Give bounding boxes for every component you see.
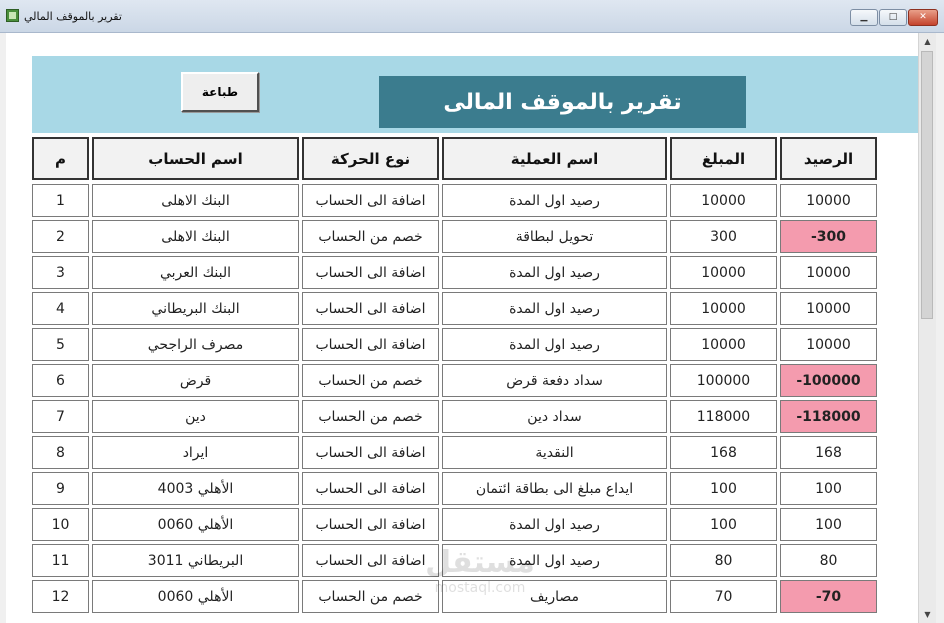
print-button[interactable]: طباعة [181, 72, 259, 112]
table-cell-amount: 300 [670, 220, 777, 253]
table-cell-amount: 10000 [670, 328, 777, 361]
table-cell-balance: 100 [780, 508, 877, 541]
table-cell-operation-name: رصيد اول المدة [442, 508, 667, 541]
window-controls [850, 9, 938, 26]
table-cell-operation-name: رصيد اول المدة [442, 292, 667, 325]
table-cell-number: 1 [32, 184, 89, 217]
vertical-scrollbar[interactable] [918, 33, 936, 623]
table-cell-amount: 168 [670, 436, 777, 469]
title-bar [0, 0, 944, 33]
table-cell-operation-name: سداد دفعة قرض [442, 364, 667, 397]
table-cell-operation-name: رصيد اول المدة [442, 256, 667, 289]
table-cell-movement-type: اضافة الى الحساب [302, 436, 439, 469]
table-cell-balance: 10000 [780, 184, 877, 217]
table-cell-balance: 10000 [780, 328, 877, 361]
table-cell-number: 2 [32, 220, 89, 253]
table-cell-operation-name: النقدية [442, 436, 667, 469]
table-cell-amount: 10000 [670, 184, 777, 217]
table-cell-balance: -118000 [780, 400, 877, 433]
table-cell-balance: 168 [780, 436, 877, 469]
header-col-operation-name: اسم العملية [442, 137, 667, 180]
header-col-account-name: اسم الحساب [92, 137, 299, 180]
table-cell-number: 8 [32, 436, 89, 469]
table-cell-amount: 100 [670, 508, 777, 541]
table-cell-amount: 118000 [670, 400, 777, 433]
table-cell-account-name: الأهلي 0060 [92, 580, 299, 613]
minimize-button[interactable] [850, 9, 878, 26]
table-cell-movement-type: اضافة الى الحساب [302, 292, 439, 325]
table-cell-operation-name: تحويل لبطاقة [442, 220, 667, 253]
table-cell-number: 11 [32, 544, 89, 577]
table-cell-amount: 80 [670, 544, 777, 577]
table-cell-number: 12 [32, 580, 89, 613]
table-cell-amount: 10000 [670, 292, 777, 325]
table-cell-operation-name: ايداع مبلغ الى بطاقة ائتمان [442, 472, 667, 505]
scroll-up-arrow-icon[interactable]: ▲ [924, 37, 931, 46]
table-cell-balance: -70 [780, 580, 877, 613]
table-cell-number: 10 [32, 508, 89, 541]
table-cell-number: 4 [32, 292, 89, 325]
table-cell-amount: 10000 [670, 256, 777, 289]
table-cell-account-name: قرض [92, 364, 299, 397]
table-cell-balance: 100 [780, 472, 877, 505]
table-cell-balance: -300 [780, 220, 877, 253]
report-title: تقرير بالموقف المالى [379, 76, 746, 128]
table-cell-account-name: البنك البريطاني [92, 292, 299, 325]
header-col-movement-type: نوع الحركة [302, 137, 439, 180]
table-cell-operation-name: سداد دين [442, 400, 667, 433]
maximize-button[interactable] [879, 9, 907, 26]
close-icon: ✕ [919, 12, 927, 22]
table-cell-number: 5 [32, 328, 89, 361]
table-cell-operation-name: رصيد اول المدة [442, 544, 667, 577]
table-cell-movement-type: اضافة الى الحساب [302, 544, 439, 577]
close-button[interactable] [908, 9, 938, 26]
table-cell-movement-type: اضافة الى الحساب [302, 472, 439, 505]
window-title: تقرير بالموقف المالي [24, 10, 122, 23]
table-cell-account-name: البنك العربي [92, 256, 299, 289]
table-cell-balance: 10000 [780, 256, 877, 289]
table-cell-balance: 80 [780, 544, 877, 577]
scroll-thumb[interactable] [921, 51, 933, 319]
minimize-icon: ▁ [860, 12, 868, 22]
table-cell-account-name: ايراد [92, 436, 299, 469]
table-cell-movement-type: اضافة الى الحساب [302, 508, 439, 541]
table-cell-account-name: الأهلي 0060 [92, 508, 299, 541]
table-cell-account-name: دين [92, 400, 299, 433]
table-cell-account-name: البنك الاهلى [92, 220, 299, 253]
header-col-amount: المبلغ [670, 137, 777, 180]
table-cell-movement-type: خصم من الحساب [302, 400, 439, 433]
table-cell-operation-name: رصيد اول المدة [442, 184, 667, 217]
table-cell-operation-name: مصاريف [442, 580, 667, 613]
table-cell-movement-type: خصم من الحساب [302, 364, 439, 397]
table-cell-movement-type: خصم من الحساب [302, 580, 439, 613]
table-cell-movement-type: اضافة الى الحساب [302, 256, 439, 289]
table-cell-account-name: البريطاني 3011 [92, 544, 299, 577]
table-cell-movement-type: اضافة الى الحساب [302, 184, 439, 217]
table-cell-account-name: الأهلي 4003 [92, 472, 299, 505]
table-cell-account-name: مصرف الراجحي [92, 328, 299, 361]
table-cell-number: 7 [32, 400, 89, 433]
table-cell-amount: 100 [670, 472, 777, 505]
table-cell-movement-type: اضافة الى الحساب [302, 328, 439, 361]
table-cell-number: 6 [32, 364, 89, 397]
header-col-balance: الرصيد [780, 137, 877, 180]
scroll-down-arrow-icon[interactable]: ▼ [924, 610, 931, 619]
maximize-icon: □ [888, 12, 898, 22]
table-cell-movement-type: خصم من الحساب [302, 220, 439, 253]
table-cell-balance: -100000 [780, 364, 877, 397]
table-cell-number: 9 [32, 472, 89, 505]
app-icon [6, 9, 19, 22]
table-cell-operation-name: رصيد اول المدة [442, 328, 667, 361]
table-cell-amount: 100000 [670, 364, 777, 397]
table-cell-balance: 10000 [780, 292, 877, 325]
table-cell-amount: 70 [670, 580, 777, 613]
table-cell-account-name: البنك الاهلى [92, 184, 299, 217]
table-cell-number: 3 [32, 256, 89, 289]
header-col-number: م [32, 137, 89, 180]
